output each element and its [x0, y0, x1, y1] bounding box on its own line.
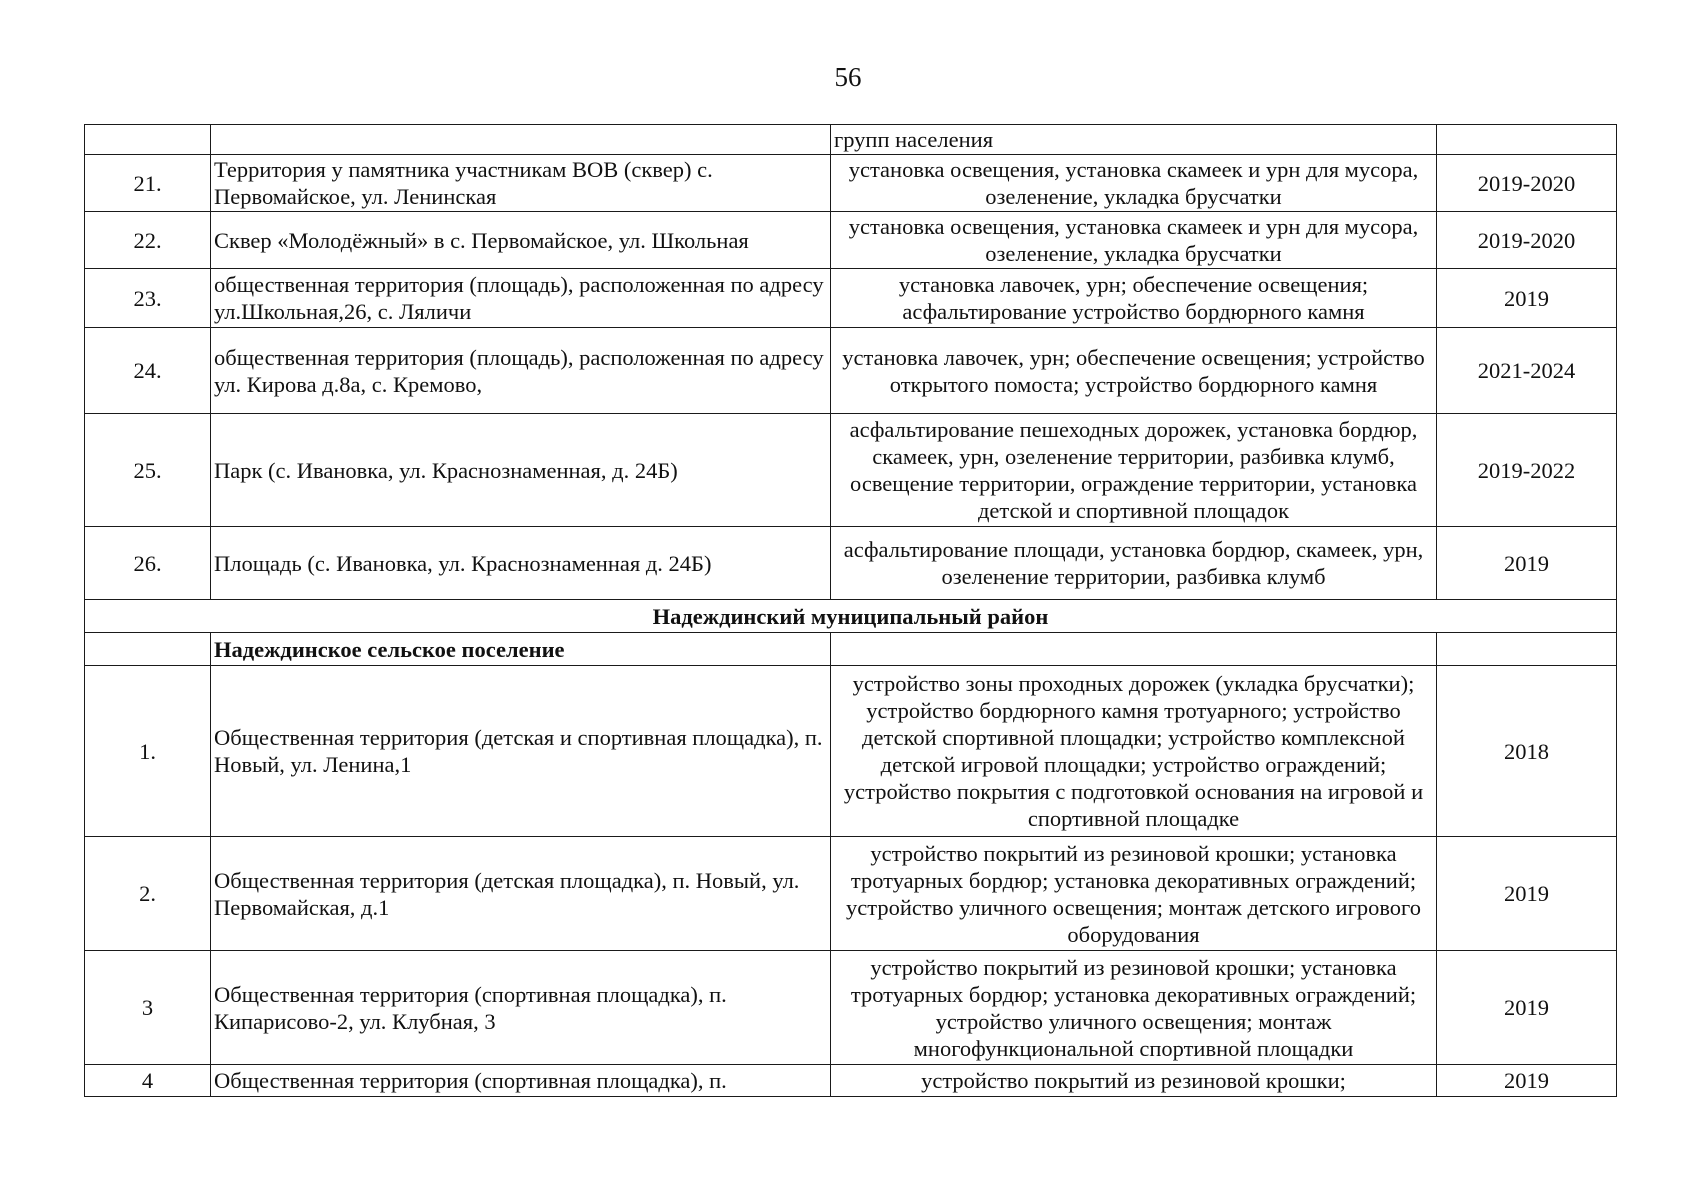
implementation-period: 2019-2020	[1437, 155, 1617, 212]
table-row	[85, 837, 1617, 951]
territory-name	[211, 125, 831, 155]
district-title: Надеждинский муниципальный район	[85, 600, 1617, 633]
row-number: 22.	[85, 212, 211, 269]
page-number: 56	[834, 62, 862, 92]
works-description: асфальтирование площади, установка бордюр, скамеек, урн, озеленение территории, разбивка клумб	[831, 527, 1437, 600]
table-row	[85, 666, 1617, 837]
implementation-period	[1437, 633, 1617, 666]
table-row	[85, 155, 1617, 212]
works-description: устройство зоны проходных дорожек (укладка брусчатки); устройство бордюрного камня тротуарного; устройство детской спортивной площадки; устройство комплексной детской игровой площадки; устройство ограждений; устройство покрытия с подготовкой основания на игровой и спортивной площадке	[831, 666, 1437, 837]
territory-name: Парк (с. Ивановка, ул. Краснознаменная, д. 24Б)	[211, 414, 831, 527]
row-number: 1.	[85, 666, 211, 837]
works-description: устройство покрытий из резиновой крошки; установка тротуарных бордюр; установка декоративных ограждений; устройство уличного освещения; монтаж детского игрового оборудования	[831, 837, 1437, 951]
implementation-period	[1437, 125, 1617, 155]
table-row	[85, 527, 1617, 600]
row-number: 4	[85, 1065, 211, 1097]
territory-name: Общественная территория (детская и спортивная площадка), п. Новый, ул. Ленина,1	[211, 666, 831, 837]
row-number: 25.	[85, 414, 211, 527]
row-number	[85, 125, 211, 155]
row-number	[85, 633, 211, 666]
works-description	[831, 633, 1437, 666]
settlement-title: Надеждинское сельское поселение	[211, 633, 831, 666]
improvement-table	[84, 124, 1617, 1097]
works-description: установка лавочек, урн; обеспечение освещения; устройство открытого помоста; устройство бордюрного камня	[831, 328, 1437, 414]
row-number: 3	[85, 951, 211, 1065]
table-row	[85, 269, 1617, 328]
row-number: 2.	[85, 837, 211, 951]
works-description: асфальтирование пешеходных дорожек, установка бордюр, скамеек, урн, озеленение территории, разбивка клумб, освещение территории, ограждение территории, установка детской и спортивной площадок	[831, 414, 1437, 527]
table-row	[85, 125, 1617, 155]
territory-name: Сквер «Молодёжный» в с. Первомайское, ул. Школьная	[211, 212, 831, 269]
row-number: 26.	[85, 527, 211, 600]
table-row	[85, 414, 1617, 527]
table-row	[85, 1065, 1617, 1097]
implementation-period: 2021-2024	[1437, 328, 1617, 414]
territory-name: Общественная территория (детская площадка), п. Новый, ул. Первомайская, д.1	[211, 837, 831, 951]
table-row	[85, 212, 1617, 269]
territory-name: Общественная территория (спортивная площадка), п. Кипарисово-2, ул. Клубная, 3	[211, 951, 831, 1065]
implementation-period: 2019-2020	[1437, 212, 1617, 269]
territory-name: Общественная территория (спортивная площадка), п.	[211, 1065, 831, 1097]
territory-name: Площадь (с. Ивановка, ул. Краснознаменная д. 24Б)	[211, 527, 831, 600]
table-row	[85, 328, 1617, 414]
works-description: групп населения	[831, 125, 1437, 155]
section-header-row	[85, 600, 1617, 633]
works-description: устройство покрытий из резиновой крошки;	[831, 1065, 1437, 1097]
implementation-period: 2019	[1437, 837, 1617, 951]
row-number: 21.	[85, 155, 211, 212]
implementation-period: 2019	[1437, 527, 1617, 600]
works-description: установка освещения, установка скамеек и урн для мусора, озеленение, укладка брусчатки	[831, 212, 1437, 269]
subsection-header-row	[85, 633, 1617, 666]
territory-name: общественная территория (площадь), расположенная по адресу ул.Школьная,26, с. Ляличи	[211, 269, 831, 328]
implementation-period: 2018	[1437, 666, 1617, 837]
territory-name: Территория у памятника участникам ВОВ (сквер) с. Первомайское, ул. Ленинская	[211, 155, 831, 212]
works-description: устройство покрытий из резиновой крошки; установка тротуарных бордюр; установка декоративных ограждений; устройство уличного освещения; монтаж многофункциональной спортивной площадки	[831, 951, 1437, 1065]
implementation-period: 2019-2022	[1437, 414, 1617, 527]
works-description: установка лавочек, урн; обеспечение освещения; асфальтирование устройство бордюрного камня	[831, 269, 1437, 328]
implementation-period: 2019	[1437, 1065, 1617, 1097]
implementation-period: 2019	[1437, 269, 1617, 328]
row-number: 23.	[85, 269, 211, 328]
table-row	[85, 951, 1617, 1065]
row-number: 24.	[85, 328, 211, 414]
territory-name: общественная территория (площадь), расположенная по адресу ул. Кирова д.8а, с. Кремово,	[211, 328, 831, 414]
works-description: установка освещения, установка скамеек и урн для мусора, озеленение, укладка брусчатки	[831, 155, 1437, 212]
implementation-period: 2019	[1437, 951, 1617, 1065]
